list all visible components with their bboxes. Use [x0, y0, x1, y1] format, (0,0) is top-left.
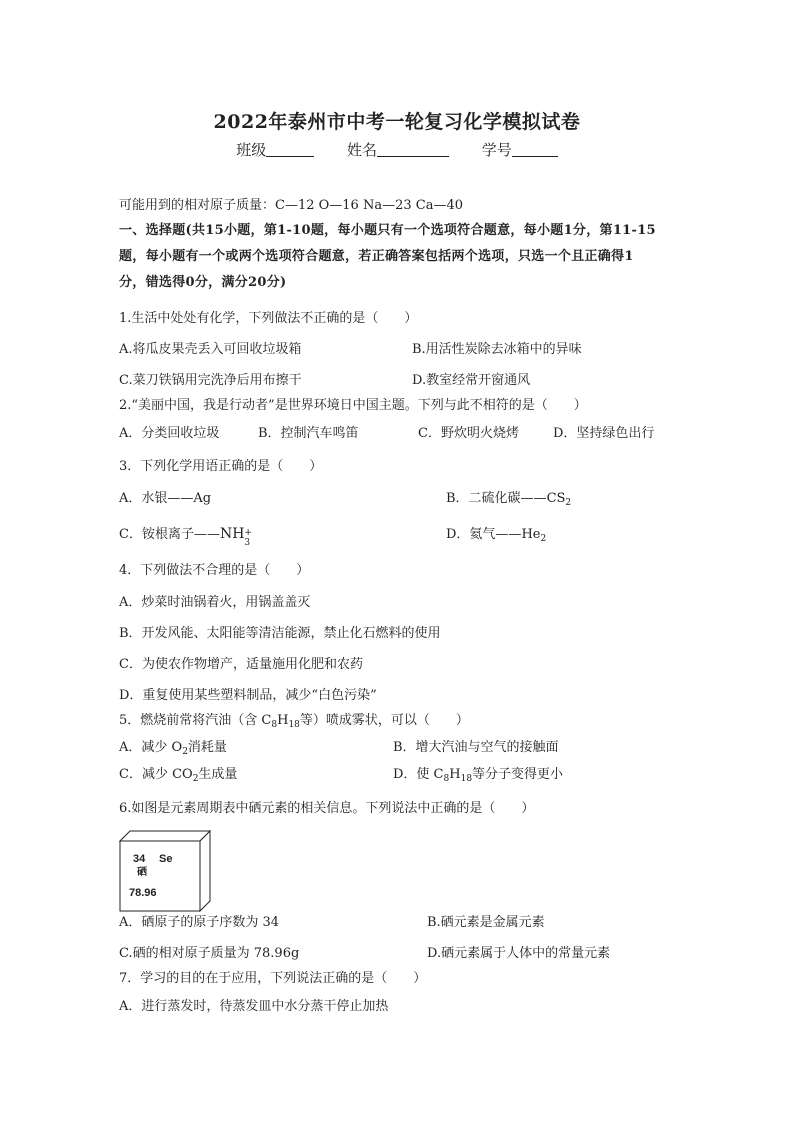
q2-stem: 2.“美丽中国，我是行动者”是世界环境日中国主题。下列与此不相符的是（ ）	[119, 398, 587, 413]
name-field	[347, 141, 449, 159]
q5-option-b[interactable]: B．增大汽油与空气的接触面	[393, 740, 559, 755]
q3-c-superscript: +	[244, 528, 252, 538]
q2-option-a[interactable]: A．分类回收垃圾	[119, 426, 220, 441]
class-field	[236, 141, 314, 159]
q3-d-text: D．氦气——	[446, 527, 522, 542]
q3-d-formula: He	[521, 527, 541, 542]
q3-b-subscript: 2	[565, 498, 572, 508]
q4-option-c[interactable]: C．为使农作物增产，适量施用化肥和农药	[119, 657, 363, 672]
q5-c-post: 生成量	[198, 767, 238, 782]
element-atomic-number: 34	[133, 853, 146, 865]
id-blank[interactable]	[512, 142, 558, 157]
q3-option-d[interactable]	[446, 526, 546, 544]
q6-option-d[interactable]: D.硒元素属于人体中的常量元素	[427, 946, 611, 961]
q4-option-a[interactable]: A．炒菜时油锅着火，用锅盖盖灭	[119, 595, 311, 610]
section1-line3: 分，错选得0分，满分20分)	[119, 275, 287, 290]
q4-stem: 4．下列做法不合理的是（ ）	[119, 563, 310, 578]
q5-c-text: C．减少 CO	[119, 767, 193, 782]
q5-d-text: D．使 C	[393, 767, 444, 782]
q5-stem-pre: 5．燃烧前常将汽油（含 C	[119, 713, 272, 728]
q5-d-post: 等分子变得更小	[472, 767, 564, 782]
q7-stem: 7．学习的目的在于应用，下列说法正确的是（ ）	[119, 971, 427, 986]
q5-d-sub2: 18	[460, 774, 473, 784]
q3-option-a[interactable]	[119, 490, 211, 508]
q1-option-c[interactable]: C.菜刀铁锅用完洗净后用布擦干	[119, 373, 302, 388]
atomic-masses: 可能用到的相对原子质量：C—12 O—16 Na—23 Ca—40	[119, 198, 463, 213]
q5-d-h: H	[449, 767, 461, 782]
q3-a-formula: Ag	[193, 491, 212, 506]
section1-line1: 一、选择题(共15小题，第1-10题，每小题只有一个选项符合题意，每小题1分，第11-15	[119, 223, 656, 238]
q5-option-d[interactable]	[393, 766, 563, 784]
q1-option-d[interactable]: D.教室经常开窗通风	[412, 373, 531, 388]
name-label: 姓名	[346, 141, 377, 159]
name-blank[interactable]	[377, 142, 449, 157]
element-symbol: Se	[159, 853, 173, 865]
q1-option-a[interactable]: A.将瓜皮果壳丢入可回收垃圾箱	[119, 342, 302, 357]
q5-a-text: A．减少 O	[119, 740, 183, 755]
class-blank[interactable]	[266, 142, 314, 157]
q7-option-a[interactable]: A．进行蒸发时，待蒸发皿中水分蒸干停止加热	[119, 999, 389, 1014]
q3-option-c[interactable]	[119, 525, 252, 548]
q3-c-text: C．铵根离子——	[119, 527, 220, 542]
q5-c-subscript: 2	[192, 774, 199, 784]
q3-a-text: A．水银——	[119, 491, 194, 506]
q5-option-c[interactable]	[119, 766, 237, 784]
element-name: 硒	[137, 867, 147, 878]
q6-option-a[interactable]: A．硒原子的原子序数为 34	[119, 915, 280, 930]
q5-stem-sub2: 18	[288, 720, 300, 730]
q5-a-post: 消耗量	[187, 740, 227, 755]
element-mass: 78.96	[129, 887, 157, 899]
q3-option-b[interactable]	[446, 490, 571, 508]
q1-option-b[interactable]: B.用活性炭除去冰箱中的异味	[412, 342, 582, 357]
q2-option-c[interactable]: C．野炊明火烧烤	[418, 426, 519, 441]
q5-stem-sub1: 8	[271, 720, 278, 730]
q6-option-c[interactable]: C.硒的相对原子质量为 78.96g	[119, 946, 300, 961]
q6-stem: 6.如图是元素周期表中硒元素的相关信息。下列说法中正确的是（ ）	[119, 801, 535, 816]
q4-option-d[interactable]: D．重复使用某些塑料制品，减少“白色污染”	[119, 688, 377, 703]
q3-stem: 3．下列化学用语正确的是（ ）	[119, 459, 323, 474]
selenium-element-box	[119, 830, 211, 912]
class-label: 班级	[236, 141, 267, 159]
q3-c-formula: NH	[219, 526, 245, 542]
section1-line2: 题，每小题有一个或两个选项符合题意，若正确答案包括两个选项，只选一个且正确得1	[119, 249, 634, 264]
q5-d-sub1: 8	[443, 774, 450, 784]
q4-option-b[interactable]: B．开发风能、太阳能等清洁能源，禁止化石燃料的使用	[119, 626, 441, 641]
q5-stem	[119, 712, 469, 730]
q2-option-b[interactable]: B．控制汽车鸣笛	[258, 426, 359, 441]
q3-b-text: B．二硫化碳——	[446, 491, 547, 506]
id-field	[482, 141, 558, 159]
q1-stem: 1.生活中处处有化学，下列做法不正确的是（ ）	[119, 311, 418, 326]
q6-option-b[interactable]: B.硒元素是金属元素	[427, 915, 545, 930]
student-info-line	[0, 139, 794, 160]
q5-stem-post: 等）喷成雾状，可以（ ）	[299, 713, 469, 728]
q5-stem-h: H	[277, 713, 289, 728]
page-title: 2022年泰州市中考一轮复习化学模拟试卷	[213, 111, 581, 133]
q3-d-subscript: 2	[540, 534, 547, 544]
id-label: 学号	[481, 141, 512, 159]
q2-option-d[interactable]: D．坚持绿色出行	[553, 426, 655, 441]
q5-a-subscript: 2	[182, 747, 188, 757]
q3-b-formula: CS	[546, 491, 566, 506]
q5-option-a[interactable]	[119, 739, 227, 757]
q3-c-subscript: 3	[244, 538, 251, 548]
